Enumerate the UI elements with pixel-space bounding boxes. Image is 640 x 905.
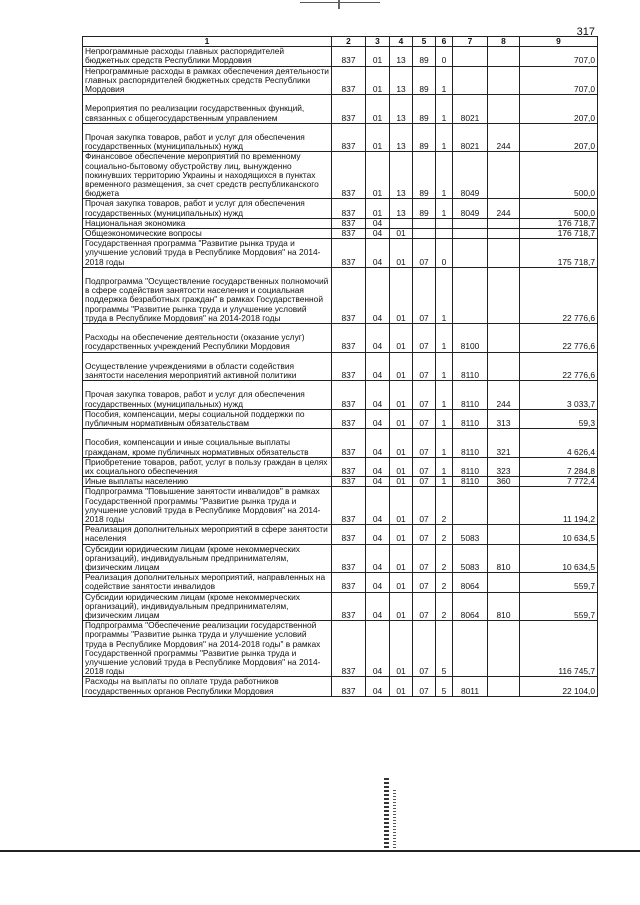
expense-type-code-cell: 360: [488, 477, 520, 487]
ministry-code-cell: 837: [332, 525, 366, 544]
subprogram-code-cell: 0: [436, 239, 453, 268]
amount-cell: 559,7: [520, 592, 598, 621]
table-row: [83, 239, 598, 268]
row-name-cell: Приобретение товаров, работ, услуг в пользу граждан в целях их социального обеспечения: [83, 457, 332, 476]
table-row: [83, 525, 598, 544]
section-code-cell: 04: [366, 381, 390, 410]
program-code-cell: 07: [413, 457, 436, 476]
header-row: [83, 37, 598, 47]
table-row: [83, 324, 598, 353]
subprogram-code-cell: 0: [436, 47, 453, 66]
section-code-cell: 04: [366, 477, 390, 487]
article-code-cell: 8110: [453, 381, 488, 410]
table-row: [83, 477, 598, 487]
program-code-cell: [413, 229, 436, 239]
row-name-cell: Непрограммные расходы в рамках обеспечения деятельности главных распорядителей бюджетных средств Республики Мордовия: [83, 66, 332, 95]
subprogram-code-cell: 1: [436, 381, 453, 410]
article-code-cell: 5083: [453, 544, 488, 573]
subsection-code-cell: 01: [390, 621, 413, 677]
program-code-cell: 07: [413, 352, 436, 381]
table-row: [83, 218, 598, 228]
ministry-code-cell: 837: [332, 677, 366, 696]
row-name-cell: Прочая закупка товаров, работ и услуг для обеспечения государственных (муниципальных) нужд: [83, 381, 332, 410]
article-code-cell: 8110: [453, 352, 488, 381]
ministry-code-cell: 837: [332, 229, 366, 239]
ministry-code-cell: 837: [332, 123, 366, 152]
expense-type-code-cell: 244: [488, 199, 520, 218]
subprogram-code-cell: 1: [436, 152, 453, 199]
page-number: 317: [576, 26, 595, 38]
column-header-4: 4: [390, 37, 413, 47]
column-header-8: 8: [488, 37, 520, 47]
amount-cell: 500,0: [520, 199, 598, 218]
article-code-cell: 8049: [453, 152, 488, 199]
row-name-cell: Прочая закупка товаров, работ и услуг для обеспечения государственных (муниципальных) нужд: [83, 123, 332, 152]
subprogram-code-cell: [436, 229, 453, 239]
row-name-cell: Субсидии юридическим лицам (кроме некоммерческих организаций), индивидуальным предпринимателям, физическим лицам: [83, 544, 332, 573]
column-header-6: 6: [436, 37, 453, 47]
section-code-cell: 04: [366, 218, 390, 228]
program-code-cell: 07: [413, 677, 436, 696]
expense-type-code-cell: 321: [488, 429, 520, 458]
ministry-code-cell: 837: [332, 66, 366, 95]
section-code-cell: 04: [366, 573, 390, 592]
article-code-cell: 8110: [453, 477, 488, 487]
expense-type-code-cell: 323: [488, 457, 520, 476]
program-code-cell: 89: [413, 199, 436, 218]
subprogram-code-cell: 1: [436, 457, 453, 476]
expense-type-code-cell: [488, 525, 520, 544]
subsection-code-cell: 01: [390, 239, 413, 268]
amount-cell: 22 776,6: [520, 352, 598, 381]
subsection-code-cell: 01: [390, 457, 413, 476]
ministry-code-cell: 837: [332, 544, 366, 573]
article-code-cell: 8021: [453, 123, 488, 152]
program-code-cell: 07: [413, 621, 436, 677]
section-code-cell: 04: [366, 525, 390, 544]
expense-type-code-cell: 810: [488, 544, 520, 573]
row-name-cell: Непрограммные расходы главных распорядителей бюджетных средств Республики Мордовия: [83, 47, 332, 66]
expense-type-code-cell: [488, 218, 520, 228]
table-row: [83, 429, 598, 458]
ministry-code-cell: 837: [332, 267, 366, 323]
ministry-code-cell: 837: [332, 218, 366, 228]
subprogram-code-cell: 1: [436, 409, 453, 428]
binding-staple-mark-secondary: [393, 790, 396, 850]
expense-type-code-cell: [488, 95, 520, 124]
subsection-code-cell: 01: [390, 229, 413, 239]
table-row: [83, 381, 598, 410]
row-name-cell: Иные выплаты населению: [83, 477, 332, 487]
subsection-code-cell: 01: [390, 592, 413, 621]
row-name-cell: Общеэкономические вопросы: [83, 229, 332, 239]
subsection-code-cell: 01: [390, 677, 413, 696]
article-code-cell: 8110: [453, 429, 488, 458]
table-row: [83, 267, 598, 323]
row-name-cell: Реализация дополнительных мероприятий в сфере занятости населения: [83, 525, 332, 544]
row-name-cell: Расходы на обеспечение деятельности (оказание услуг) государственных учреждений Республики Мордовия: [83, 324, 332, 353]
article-code-cell: [453, 218, 488, 228]
article-code-cell: [453, 487, 488, 525]
amount-cell: 22 104,0: [520, 677, 598, 696]
subprogram-code-cell: 1: [436, 429, 453, 458]
amount-cell: 22 776,6: [520, 267, 598, 323]
subsection-code-cell: 01: [390, 487, 413, 525]
amount-cell: 707,0: [520, 66, 598, 95]
section-code-cell: 01: [366, 123, 390, 152]
amount-cell: 10 634,5: [520, 525, 598, 544]
row-name-cell: Подпрограмма "Обеспечение реализации государственной программы "Развитие рынка труда и улучшение условий труда в Республике Мордовия" на 2014-2018 годы" в рамках Государственной программы "Развитие рынка труда и улучшение условий труда в Республике Мордовия" на 2014-2018 годы: [83, 621, 332, 677]
subsection-code-cell: 13: [390, 199, 413, 218]
subprogram-code-cell: 2: [436, 544, 453, 573]
column-header-9: 9: [520, 37, 598, 47]
expense-type-code-cell: 244: [488, 381, 520, 410]
program-code-cell: 07: [413, 477, 436, 487]
table-row: [83, 573, 598, 592]
section-code-cell: 04: [366, 409, 390, 428]
subprogram-code-cell: 2: [436, 487, 453, 525]
ministry-code-cell: 837: [332, 381, 366, 410]
table-body: [83, 47, 598, 697]
subprogram-code-cell: 2: [436, 525, 453, 544]
table-row: [83, 677, 598, 696]
row-name-cell: Мероприятия по реализации государственных функций, связанных с общегосударственным управлением: [83, 95, 332, 124]
table-row: [83, 123, 598, 152]
section-code-cell: 04: [366, 487, 390, 525]
subprogram-code-cell: 2: [436, 592, 453, 621]
ministry-code-cell: 837: [332, 239, 366, 268]
ministry-code-cell: 837: [332, 199, 366, 218]
ministry-code-cell: 837: [332, 352, 366, 381]
budget-table: [82, 36, 598, 697]
ministry-code-cell: 837: [332, 573, 366, 592]
table-row: [83, 199, 598, 218]
amount-cell: 7 772,4: [520, 477, 598, 487]
program-code-cell: 07: [413, 592, 436, 621]
column-header-2: 2: [332, 37, 366, 47]
article-code-cell: 8011: [453, 677, 488, 696]
subsection-code-cell: 13: [390, 123, 413, 152]
section-code-cell: 04: [366, 677, 390, 696]
section-code-cell: 04: [366, 544, 390, 573]
program-code-cell: 07: [413, 573, 436, 592]
column-header-7: 7: [453, 37, 488, 47]
ministry-code-cell: 837: [332, 592, 366, 621]
article-code-cell: [453, 239, 488, 268]
amount-cell: 3 033,7: [520, 381, 598, 410]
subprogram-code-cell: 1: [436, 352, 453, 381]
section-code-cell: 04: [366, 324, 390, 353]
program-code-cell: 89: [413, 95, 436, 124]
table-row: [83, 592, 598, 621]
expense-type-code-cell: [488, 267, 520, 323]
program-code-cell: 07: [413, 381, 436, 410]
amount-cell: 176 718,7: [520, 229, 598, 239]
expense-type-code-cell: 810: [488, 592, 520, 621]
expense-type-code-cell: [488, 229, 520, 239]
section-code-cell: 04: [366, 429, 390, 458]
subsection-code-cell: 01: [390, 429, 413, 458]
section-code-cell: 01: [366, 66, 390, 95]
row-name-cell: Пособия, компенсации и иные социальные выплаты гражданам, кроме публичных нормативных обязательств: [83, 429, 332, 458]
section-code-cell: 04: [366, 267, 390, 323]
table-row: [83, 457, 598, 476]
amount-cell: 207,0: [520, 123, 598, 152]
program-code-cell: 89: [413, 152, 436, 199]
table-row: [83, 352, 598, 381]
amount-cell: 7 284,8: [520, 457, 598, 476]
amount-cell: 500,0: [520, 152, 598, 199]
top-edge-mark: [300, 2, 380, 11]
amount-cell: 116 745,7: [520, 621, 598, 677]
amount-cell: 11 194,2: [520, 487, 598, 525]
article-code-cell: 8021: [453, 95, 488, 124]
subsection-code-cell: 01: [390, 409, 413, 428]
program-code-cell: 07: [413, 544, 436, 573]
section-code-cell: 01: [366, 152, 390, 199]
subsection-code-cell: 13: [390, 152, 413, 199]
row-name-cell: Государственная программа "Развитие рынка труда и улучшение условий труда в Республике Мордовия" на 2014-2018 годы: [83, 239, 332, 268]
section-code-cell: 01: [366, 47, 390, 66]
subsection-code-cell: 01: [390, 352, 413, 381]
section-code-cell: 04: [366, 457, 390, 476]
program-code-cell: 07: [413, 324, 436, 353]
article-code-cell: 8064: [453, 573, 488, 592]
expense-type-code-cell: 244: [488, 123, 520, 152]
row-name-cell: Пособия, компенсации, меры социальной поддержки по публичным нормативным обязательствам: [83, 409, 332, 428]
expense-type-code-cell: 313: [488, 409, 520, 428]
row-name-cell: Национальная экономика: [83, 218, 332, 228]
article-code-cell: 8110: [453, 409, 488, 428]
ministry-code-cell: 837: [332, 457, 366, 476]
amount-cell: 559,7: [520, 573, 598, 592]
subsection-code-cell: 13: [390, 66, 413, 95]
ministry-code-cell: 837: [332, 47, 366, 66]
table-row: [83, 47, 598, 66]
expense-type-code-cell: [488, 47, 520, 66]
program-code-cell: 07: [413, 409, 436, 428]
ministry-code-cell: 837: [332, 487, 366, 525]
amount-cell: 59,3: [520, 409, 598, 428]
section-code-cell: 04: [366, 352, 390, 381]
ministry-code-cell: 837: [332, 95, 366, 124]
binding-staple-mark: [384, 778, 389, 850]
article-code-cell: [453, 47, 488, 66]
expense-type-code-cell: [488, 152, 520, 199]
expense-type-code-cell: [488, 324, 520, 353]
section-code-cell: 01: [366, 199, 390, 218]
row-name-cell: Финансовое обеспечение мероприятий по временному социально-бытовому обустройству лиц, вынужденно покинувших территорию Украины и находящихся в пунктах временного размещения, за счет средств республиканского бюджета: [83, 152, 332, 199]
row-name-cell: Осуществление учреждениями в области содействия занятости населения мероприятий активной политики: [83, 352, 332, 381]
table-row: [83, 487, 598, 525]
subsection-code-cell: 01: [390, 324, 413, 353]
table-row: [83, 95, 598, 124]
row-name-cell: Подпрограмма "Повышение занятости инвалидов" в рамках Государственной программы "Развитие рынка труда и улучшение условий труда в Республике Мордовия" на 2014-2018 годы: [83, 487, 332, 525]
section-code-cell: 04: [366, 621, 390, 677]
article-code-cell: 5083: [453, 525, 488, 544]
article-code-cell: [453, 66, 488, 95]
row-name-cell: Субсидии юридическим лицам (кроме некоммерческих организаций), индивидуальным предпринимателям, физическим лицам: [83, 592, 332, 621]
ministry-code-cell: 837: [332, 477, 366, 487]
table-row: [83, 66, 598, 95]
expense-type-code-cell: [488, 621, 520, 677]
expense-type-code-cell: [488, 239, 520, 268]
amount-cell: 4 626,4: [520, 429, 598, 458]
table-row: [83, 544, 598, 573]
amount-cell: 10 634,5: [520, 544, 598, 573]
subsection-code-cell: 01: [390, 544, 413, 573]
column-header-5: 5: [413, 37, 436, 47]
section-code-cell: 04: [366, 592, 390, 621]
subsection-code-cell: [390, 218, 413, 228]
amount-cell: 176 718,7: [520, 218, 598, 228]
program-code-cell: 07: [413, 487, 436, 525]
section-code-cell: 04: [366, 229, 390, 239]
row-name-cell: Расходы на выплаты по оплате труда работников государственных органов Республики Мордовия: [83, 677, 332, 696]
program-code-cell: 07: [413, 429, 436, 458]
amount-cell: 175 718,7: [520, 239, 598, 268]
amount-cell: 207,0: [520, 95, 598, 124]
subprogram-code-cell: 1: [436, 123, 453, 152]
subprogram-code-cell: [436, 218, 453, 228]
program-code-cell: 89: [413, 123, 436, 152]
column-header-3: 3: [366, 37, 390, 47]
column-header-1: 1: [83, 37, 332, 47]
program-code-cell: 07: [413, 239, 436, 268]
ministry-code-cell: 837: [332, 324, 366, 353]
article-code-cell: 8049: [453, 199, 488, 218]
article-code-cell: 8110: [453, 457, 488, 476]
subprogram-code-cell: 1: [436, 199, 453, 218]
subsection-code-cell: 01: [390, 381, 413, 410]
expense-type-code-cell: [488, 487, 520, 525]
subsection-code-cell: 13: [390, 95, 413, 124]
table-row: [83, 621, 598, 677]
bottom-scan-edge: [0, 850, 640, 852]
section-code-cell: 01: [366, 95, 390, 124]
amount-cell: 22 776,6: [520, 324, 598, 353]
subprogram-code-cell: 2: [436, 573, 453, 592]
ministry-code-cell: 837: [332, 152, 366, 199]
amount-cell: 707,0: [520, 47, 598, 66]
table-row: [83, 409, 598, 428]
program-code-cell: 89: [413, 66, 436, 95]
subsection-code-cell: 13: [390, 47, 413, 66]
expense-type-code-cell: [488, 66, 520, 95]
article-code-cell: [453, 621, 488, 677]
program-code-cell: 07: [413, 525, 436, 544]
article-code-cell: 8100: [453, 324, 488, 353]
program-code-cell: 07: [413, 267, 436, 323]
subprogram-code-cell: 5: [436, 677, 453, 696]
subprogram-code-cell: 1: [436, 66, 453, 95]
program-code-cell: [413, 218, 436, 228]
subsection-code-cell: 01: [390, 525, 413, 544]
ministry-code-cell: 837: [332, 621, 366, 677]
row-name-cell: Реализация дополнительных мероприятий, направленных на содействие занятости инвалидов: [83, 573, 332, 592]
expense-type-code-cell: [488, 352, 520, 381]
row-name-cell: Прочая закупка товаров, работ и услуг для обеспечения государственных (муниципальных) нужд: [83, 199, 332, 218]
expense-type-code-cell: [488, 677, 520, 696]
subprogram-code-cell: 1: [436, 477, 453, 487]
article-code-cell: [453, 229, 488, 239]
expense-type-code-cell: [488, 573, 520, 592]
article-code-cell: 8064: [453, 592, 488, 621]
subprogram-code-cell: 1: [436, 95, 453, 124]
ministry-code-cell: 837: [332, 409, 366, 428]
subprogram-code-cell: 1: [436, 324, 453, 353]
article-code-cell: [453, 267, 488, 323]
subprogram-code-cell: 5: [436, 621, 453, 677]
program-code-cell: 89: [413, 47, 436, 66]
table-row: [83, 152, 598, 199]
section-code-cell: 04: [366, 239, 390, 268]
subsection-code-cell: 01: [390, 573, 413, 592]
subsection-code-cell: 01: [390, 477, 413, 487]
ministry-code-cell: 837: [332, 429, 366, 458]
row-name-cell: Подпрограмма "Осуществление государственных полномочий в сфере содействия занятости населения и социальная поддержка безработных граждан" в рамках Государственной программы "Развитие рынка труда и улучшение условий труда в Республике Мордовия" на 2014-2018 годы: [83, 267, 332, 323]
subprogram-code-cell: 1: [436, 267, 453, 323]
table-row: [83, 229, 598, 239]
subsection-code-cell: 01: [390, 267, 413, 323]
